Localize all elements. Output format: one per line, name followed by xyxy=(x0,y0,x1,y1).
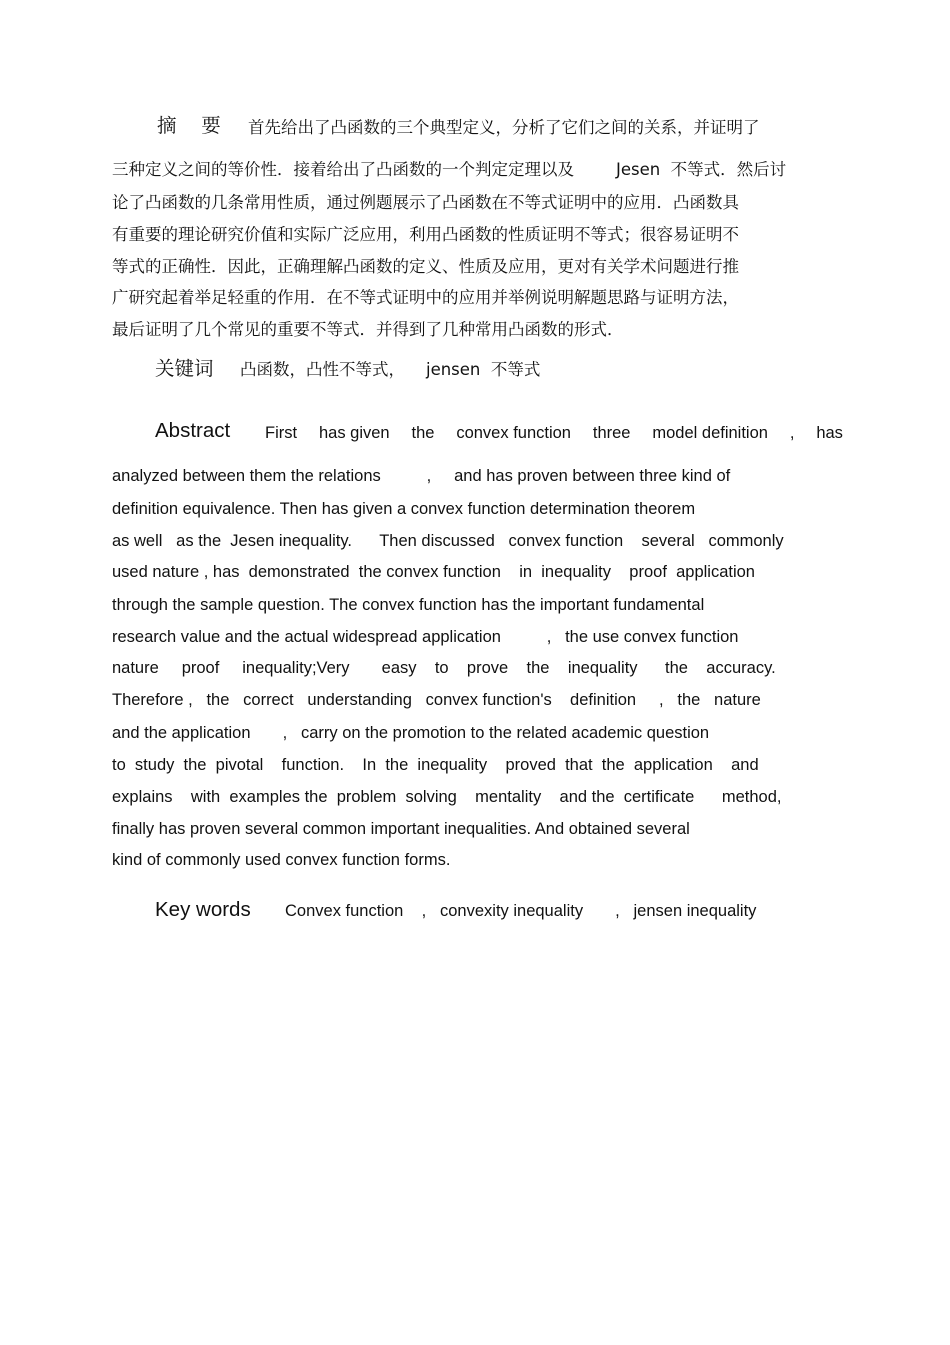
keywords-cn-heading: 关键词 xyxy=(155,357,214,380)
abstract-en-line-6: nature proof inequality;Very easy to prove the inequality the accuracy. xyxy=(112,659,776,677)
abstract-cn-line-5: 广研究起着举足轻重的作用．在不等式证明中的应用并举例说明解题思路与证明方法， xyxy=(112,288,739,307)
keywords-en-heading: Key words xyxy=(155,898,251,921)
abstract-en-line-12: kind of commonly used convex function forms. xyxy=(112,851,451,869)
abstract-cn-line-6: 最后证明了几个常见的重要不等式．并得到了几种常用凸函数的形式． xyxy=(112,320,624,339)
keywords-en-text: Convex function , convexity inequality , jensen inequality xyxy=(285,902,757,920)
abstract-en-line-10: explains with examples the problem solving mentality and the certificate method, xyxy=(112,788,782,806)
abstract-en-line-8: and the application , carry on the promotion to the related academic question xyxy=(112,724,710,742)
abstract-en-word: has given xyxy=(318,424,390,442)
abstract-en-heading: Abstract xyxy=(155,419,231,442)
abstract-en-line-2: as well as the Jesen inequality. Then discussed convex function several commonly xyxy=(112,532,784,550)
abstract-en-word: First xyxy=(265,424,298,442)
abstract-en-word: the xyxy=(411,424,435,442)
abstract-cn-heading: 摘 要 xyxy=(157,114,221,137)
keywords-cn-text: 凸函数，凸性不等式， jensen 不等式 xyxy=(240,360,541,379)
abstract-en-line-9: to study the pivotal function. In the inequality proved that the application and xyxy=(112,756,759,774)
abstract-en-line-3: used nature , has demonstrated the convex function in inequality proof application xyxy=(112,563,755,581)
abstract-en-line-7: Therefore , the correct understanding convex function's definition , the nature xyxy=(112,691,761,709)
abstract-en-word: model definition xyxy=(652,424,768,442)
abstract-en-line-4: through the sample question. The convex function has the important fundamental xyxy=(112,596,705,614)
abstract-en-line-11: finally has proven several common important inequalities. And obtained several xyxy=(112,820,690,838)
abstract-en-word: three xyxy=(592,424,631,442)
abstract-en-line-1: definition equivalence. Then has given a convex function determination theorem xyxy=(112,500,696,518)
abstract-en-word: convex function xyxy=(456,424,571,442)
abstract-en-word: , xyxy=(789,424,795,442)
abstract-cn-line-3: 有重要的理论研究价值和实际广泛应用，利用凸函数的性质证明不等式；很容易证明不 xyxy=(112,225,739,244)
abstract-en-first-line xyxy=(265,423,843,443)
abstract-en-line-0: analyzed between them the relations , and has proven between three kind of xyxy=(112,467,731,485)
abstract-en-word: has xyxy=(816,424,843,442)
abstract-cn-line-4: 等式的正确性．因此，正确理解凸函数的定义、性质及应用，更对有关学术问题进行推 xyxy=(112,257,739,276)
abstract-cn-line-0: 首先给出了凸函数的三个典型定义，分析了它们之间的关系，并证明了 xyxy=(248,118,760,137)
abstract-cn-line-1: 三种定义之间的等价性．接着给出了凸函数的一个判定定理以及 Jesen 不等式．然后讨 xyxy=(112,160,787,179)
abstract-en-line-5: research value and the actual widespread application , the use convex function xyxy=(112,628,739,646)
abstract-cn-line-2: 论了凸函数的几条常用性质，通过例题展示了凸函数在不等式证明中的应用．凸函数具 xyxy=(112,193,739,212)
